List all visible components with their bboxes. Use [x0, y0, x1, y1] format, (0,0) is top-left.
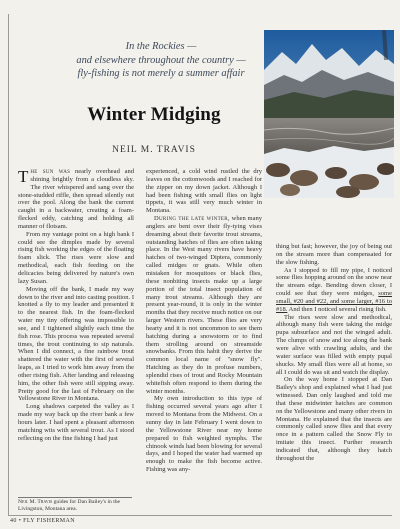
article-title: Winter Midging	[87, 104, 221, 125]
author-note	[18, 499, 136, 513]
bottom-border-rule	[8, 515, 392, 516]
paragraph	[18, 168, 134, 231]
photo-illustration	[264, 30, 394, 198]
paragraph: thing but fast; however, the joy of being out on the stream more than compensated for the slow fishing.	[276, 243, 392, 266]
paragraph-text: As I stopped to fill my pipe, I noticed some flies hopping around on the snow near the stream edge. Bending down closer, I could see that they were midges,	[276, 266, 392, 298]
paragraph: My own introduction to this type of fishing occurred several years ago after I moved to Montana from the Midwest. On a sunny day in late February I went down to the Yellowstone River near my home prepared to fish weighted nymphs. The chinook winds had been blowing for several days, and I hoped the water had warmed up enough to make the fish become active. Fishing was any-	[146, 395, 262, 474]
paragraph: experienced, a cold wind rustled the dry leaves on the cottonwoods and I reached for the zipper on my down jacket. Although I had been fishing with small flies on light tippets, it was still very much winter in Montana.	[146, 168, 262, 215]
mountain-river-photo	[264, 30, 394, 198]
article-column-1	[18, 168, 134, 493]
paragraph: The rises were slow and methodical, although many fish were taking the midge pupa subsurface and not the winged adult. The clumps of snow and ice along the bank were alive with crawling adults, and the water surface was filled with empty pupal shucks. My small flies were all at home, so all I could do was sit and watch the display.	[276, 313, 392, 376]
tagline-line: and elsewhere throughout the country —	[76, 54, 246, 66]
author-note-rule	[18, 497, 132, 498]
drop-cap: T	[18, 168, 29, 186]
paragraph	[276, 267, 392, 314]
tagline-line: In the Rockies —	[125, 41, 197, 52]
author-note-name: Neil M. Travis	[18, 499, 53, 505]
article-byline: NEIL M. TRAVIS	[112, 145, 196, 155]
paragraph: Long shadows carpeted the valley as I made my way back up the river bank a few hours later. I had spent a pleasant afternoon matching wits with several trout. As I stood reflecting on the fine fishing I had just	[18, 403, 134, 442]
tagline-line: fly-fishing is not merely a summer affair	[77, 68, 245, 79]
paragraph: From my vantage point on a high bank I could see the dimples made by several rising fish working the edges of the floating foam slick. The rises were slow and methodical, each fish feeding on the delicacies being delivered by nature's own lazy Susan.	[18, 230, 134, 285]
paragraph: On the way home I stopped at Dan Bailey's shop and explained what I had just witnessed. Dan only laughed and told me that these midwinter hatches are common on the Yellowstone and many other rivers in Montana. He explained that the insects are commonly called snow flies and that every once in a pattern called the Snow Fly to imitate this insect. Further research indicated that, although they hatch throughout the	[276, 376, 392, 462]
lead-in: During the late winter,	[154, 215, 230, 223]
article-column-2	[146, 168, 262, 505]
paragraph-text: And then I noticed several rising fish.	[287, 305, 387, 313]
paragraph	[146, 215, 262, 395]
underlined-text: some small, #20 and #22, and some larger, #16 to #18.	[276, 290, 392, 313]
paragraph-text: nearly overhead and shining brightly from a cloudless sky. The river whispered and sang over the stone-studded riffle, then spread silently out over the pool. Along the bank the current caught in a backwater, creating a foam-flecked eddy, catching and holding all manner of flotsam.	[18, 168, 134, 230]
author-note-text: guides for Dan Bailey's in the Livingston, Montana area.	[18, 499, 121, 512]
left-border-rule	[8, 14, 9, 516]
page-footer: 40 • FLY FISHERMAN	[10, 518, 75, 524]
article-column-3	[276, 243, 392, 505]
paragraph: Moving off the bank, I made my way down to the river and into casting position. I knotted a fly to my leader and presented it to the nearest fish. In the foam-flecked water my tiny offering was impossible to see, and I tightened slightly each time the fish rose. This process was repeated several times, the trout continuing to sip naturals. When I did connect, a fine rainbow trout shattered the water with the first of several leaps, as I tried to work him away from the other rising fish. After landing and releasing him, the other fish were still sipping away. Pretty good for the last of February on the Yellowstone River in Montana.	[18, 285, 134, 403]
tagline	[58, 40, 264, 81]
paragraph-text: when many anglers are bent over their fly-tying vises dreaming about their favorite trout streams, outstanding hatches of flies are often taking place. In the West many rivers have heavy hatches of two-winged Diptera, commonly called midges or gnats. While often mistaken for mosquitoes or black flies, these nonbiting insects make up a large portion of the total insect population of many trout streams. Although they are present year-round, it is only in the winter months that they receive much notice on our larger Western rivers. These flies are very hearty and it is not uncommon to see them hatching during a snowstorm or to find them strolling around on streamside snowbanks. From this habit they derive the common local name of "snow fly". Hatching as they do in profuse numbers, splendid rises of trout and Rocky Mountain whitefish often respond to them during the winter months.	[146, 215, 262, 395]
lead-in: he sun was	[30, 168, 71, 175]
